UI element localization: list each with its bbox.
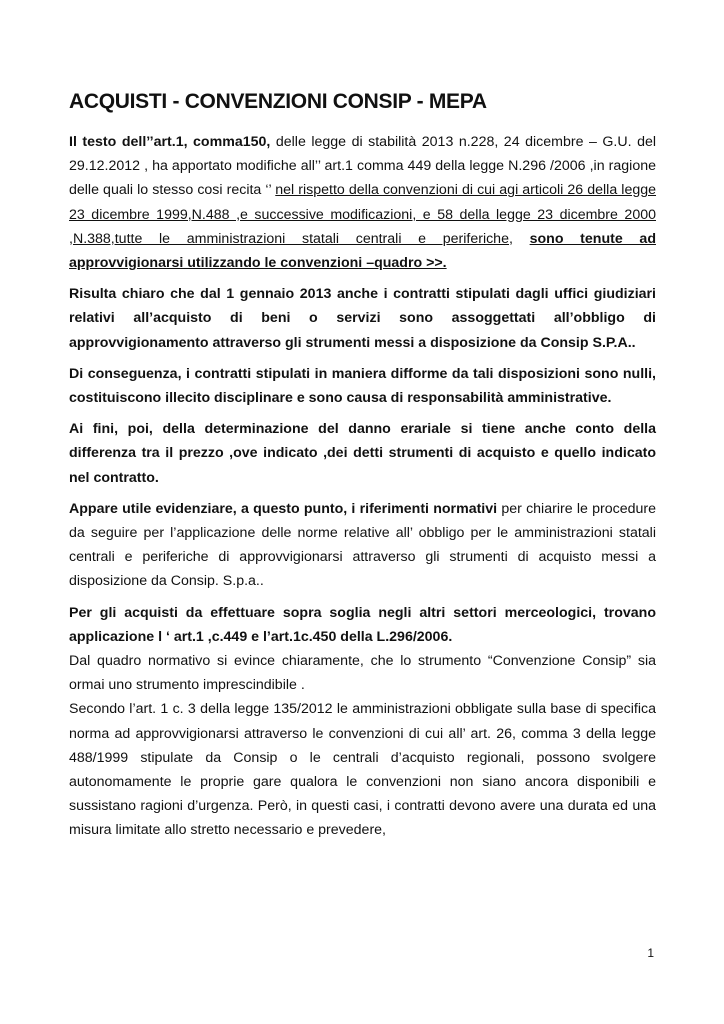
page-title: ACQUISTI - CONVENZIONI CONSIP - MEPA [69, 90, 487, 113]
paragraph-text: per chiarire le procedure da seguire per l’applicazione delle norme relative all’ obbligo per le amministrazioni statali centrali e periferiche di approvvigionarsi attraverso gli strumenti di acquisto messi a disposizione da Consip. S.p.a.. [69, 500, 656, 590]
paragraph-quadro-normativo: Dal quadro normativo si evince chiaramente, che lo strumento “Convenzione Consip” sia ormai uno strumento imprescindibile . [69, 653, 656, 694]
document-page [69, 88, 656, 843]
paragraph-legge-135: Secondo l’art. 1 c. 3 della legge 135/2012 le amministrazioni obbligate sulla base di specifica norma ad approvvigionarsi attraverso le convenzioni di cui all’ art. 26, comma 3 della legge 488/1999 stipulate da Consip o le centrali d’acquisto regionali, possono svolgere autonomamente le proprie gare qualora le convenzioni non siano ancora disponibili e sussistano ragioni d’urgenza. Però, in questi casi, i contratti devono avere una durata ed una misura limitate allo stretto necessario e prevedere, [69, 701, 656, 839]
quote-space [513, 231, 530, 247]
page-number: 1 [647, 946, 654, 960]
paragraph-legge-stabilita [69, 130, 656, 275]
paragraph-conseguenza: Di conseguenza, i contratti stipulati in maniera difforme da tali disposizioni sono nulli, costituiscono illecito disciplinare e sono causa di responsabilità amministrative. [69, 365, 656, 407]
paragraph-risulta-chiaro: Risulta chiaro che dal 1 gennaio 2013 anche i contratti stipulati dagli uffici giudiziari relativi all’acquisto di beni o servizi sono assoggettati all’obbligo di approvvigionamento attraverso gli strumenti messi a disposizione da Consip S.P.A.. [69, 286, 656, 351]
paragraph-lead-bold: Appare utile evidenziare, a questo punto, i riferimenti normativi [69, 500, 498, 517]
paragraph-danno-erariale: Ai fini, poi, della determinazione del danno erariale si tiene anche conto della differenza tra il prezzo ,ove indicato ,dei detti strumenti di acquisto e quello indicato nel contratto. [69, 421, 656, 486]
paragraph-sopra-soglia: Per gli acquisti da effettuare sopra soglia negli altri settori merceologici, trovano applicazione l ‘ art.1 ,c.449 e l’art.1c.450 della L.296/2006. [69, 604, 656, 645]
paragraph-text: delle legge di stabilità 2013 n.228, 24 dicembre – G.U. del 29.12.2012 , ha apportato modifiche all’’ art.1 comma 449 della legge N.296 /2006 ,in ragione delle quali lo stesso cosi recita ‘’ [69, 134, 656, 199]
paragraph-lead-bold: Il testo dell’’art.1, comma150, [69, 134, 271, 150]
paragraph-riferimenti-normativi [69, 497, 656, 594]
underlined-quote: nel rispetto della convenzioni di cui agi articoli 26 della legge 23 dicembre 1999,N.488 ,e successive modificazioni, e 58 della legge 23 dicembre 2000 ,N.388,tutte le amministrazioni statali centrali e periferiche, [69, 182, 657, 247]
underlined-bold-quote: sono tenute ad approvvigionarsi utilizzando le convenzioni –quadro >>. [69, 230, 656, 272]
